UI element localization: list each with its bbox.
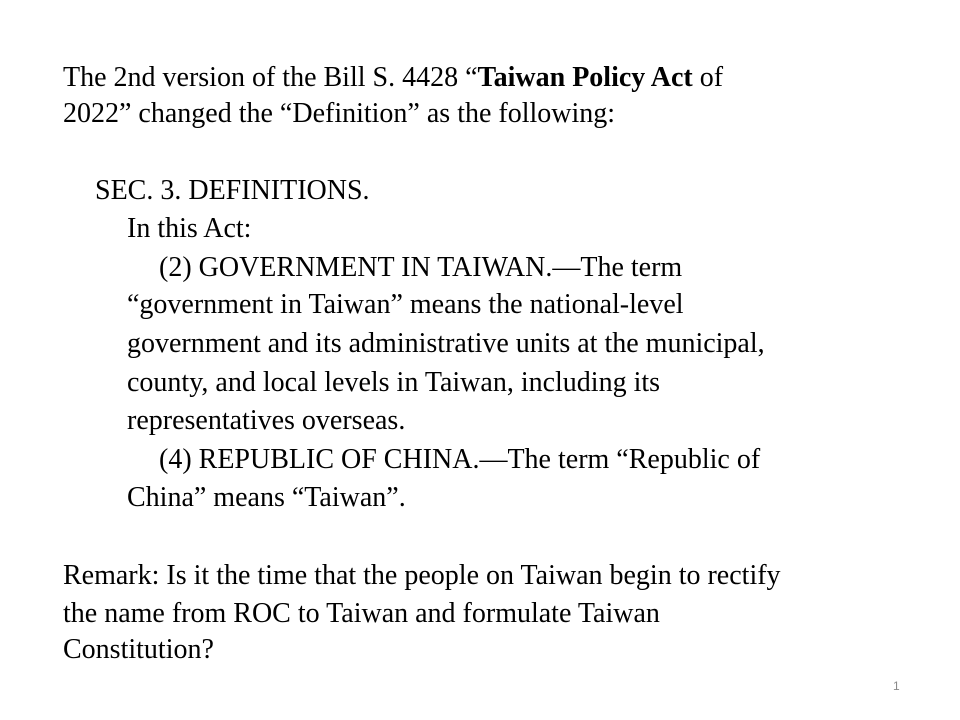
definition-4-line-1: (4) REPUBLIC OF CHINA.—The term “Republic of [159,444,761,475]
remark-line-2: the name from ROC to Taiwan and formulate Taiwan [63,598,660,629]
intro-line-1 [63,61,723,95]
remark-line-3: Constitution? [63,634,214,665]
definition-2-line-3: government and its administrative units at the municipal, [127,328,765,359]
definition-2-line-4: county, and local levels in Taiwan, including its [127,367,661,398]
definition-2-line-5: representatives overseas. [127,405,406,436]
section-intro: In this Act: [127,213,252,244]
definition-4-line-2: China” means “Taiwan”. [127,482,406,513]
intro-line-2: 2022” changed the “Definition” as the following: [63,98,616,129]
definition-2-line-1: (2) GOVERNMENT IN TAIWAN.—The term [159,252,683,283]
intro-prefix: The 2nd version of the Bill S. 4428 “ [63,62,478,93]
section-heading: SEC. 3. DEFINITIONS. [95,175,370,206]
intro-suffix: of [692,62,724,93]
definition-2-line-2: “government in Taiwan” means the national-level [127,289,684,320]
remark-line-1: Remark: Is it the time that the people on Taiwan begin to rectify [63,560,781,591]
page-number: 1 [893,679,900,693]
act-title: Taiwan Policy Act [477,62,693,93]
